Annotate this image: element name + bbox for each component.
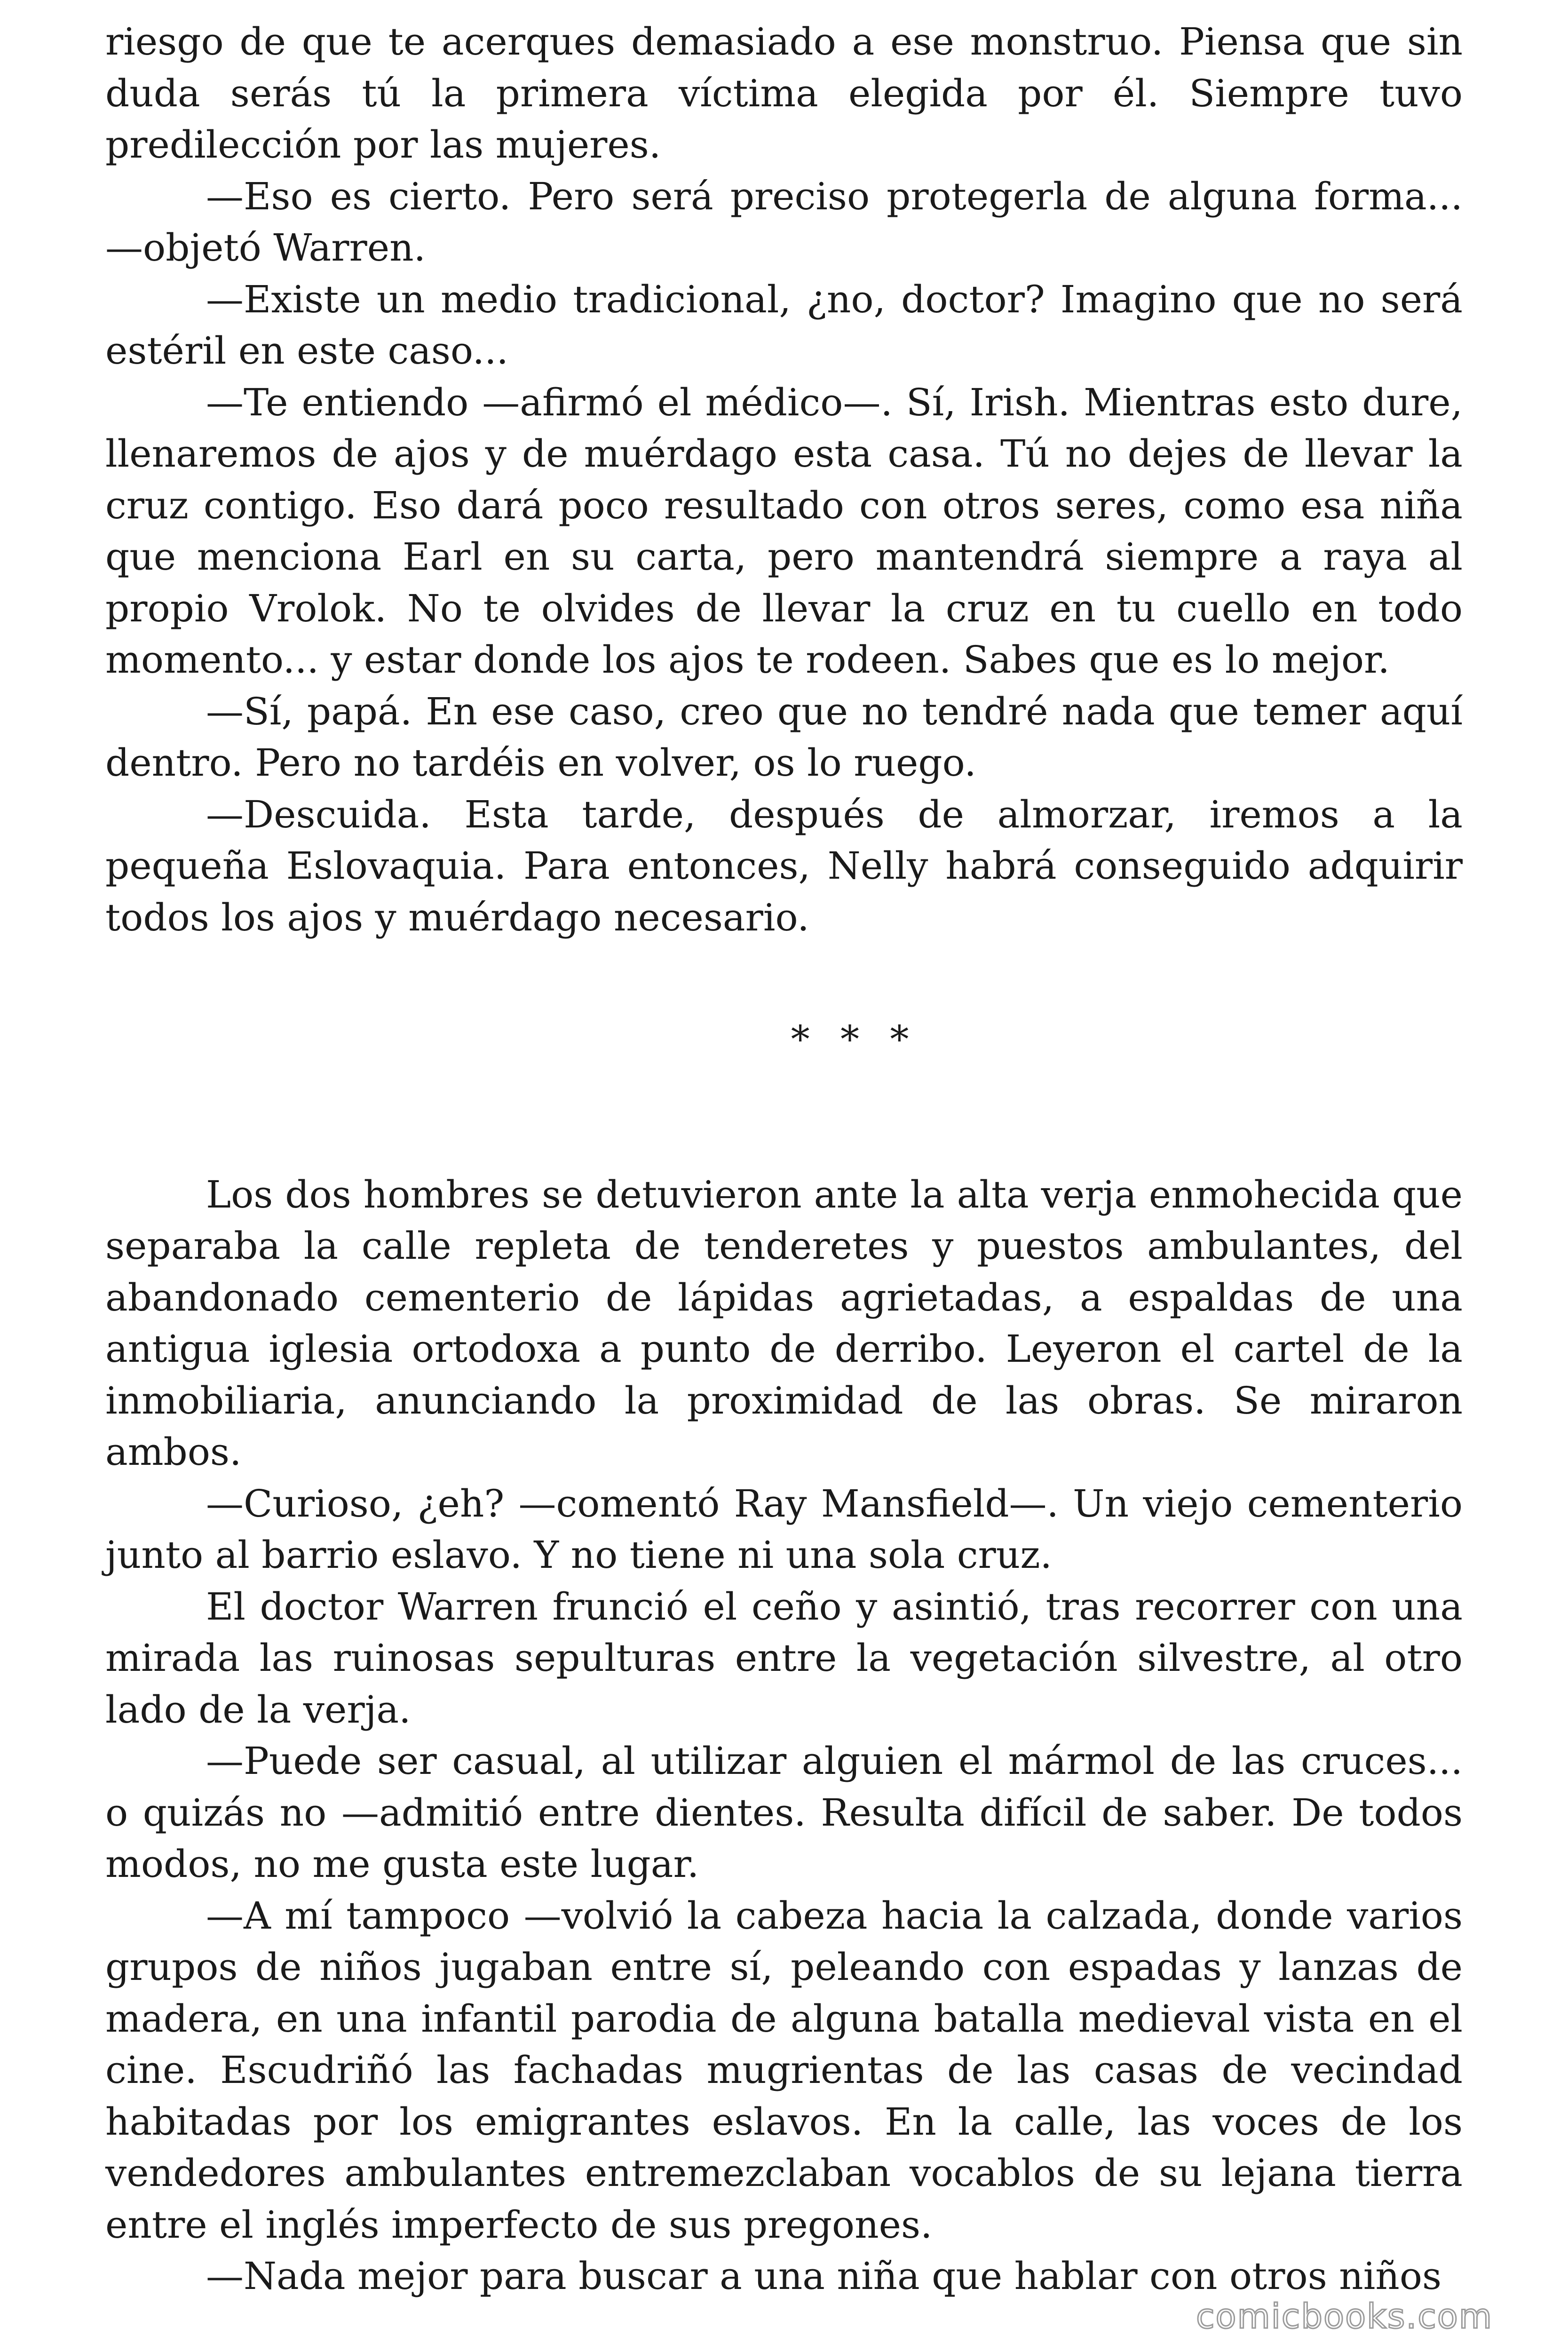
section-separator: * * * (791, 1017, 919, 1061)
watermark: comicbooks.com (1196, 2296, 1493, 2336)
paragraph-1: riesgo de que te acerques demasiado a ese monstruo. Piensa que sin duda serás tú la primera víctima elegida por él. Siempre tuvo predilección por las mujeres. (105, 20, 1463, 167)
paragraph-6: —Descuida. Esta tarde, después de almorzar, iremos a la pequeña Eslovaquia. Para entonces, Nelly habrá conseguido adquirir todos los ajos y muérdago necesario. (105, 792, 1463, 939)
paragraph-11: —A mí tampoco —volvió la cabeza hacia la calzada, donde varios grupos de niños jugaban entre sí, peleando con espadas y lanzas de madera, en una infantil parodia de alguna batalla medieval vista en el cine. Escudriñó las fachadas mugrientas de las casas de vecindad habitadas por los emigrantes eslavos. En la calle, las voces de los vendedores ambulantes entremezclaban vocablos de su lejana tierra entre el inglés imperfecto de sus pregones. (105, 1893, 1463, 2247)
paragraph-12: —Nada mejor para buscar a una niña que hablar con otros niños (206, 2254, 1442, 2298)
paragraph-7: Los dos hombres se detuvieron ante la alta verja enmohecida que separaba la calle repleta de tenderetes y puestos ambulantes, del abandonado cementerio de lápidas agrietadas, a espaldas de una antigua iglesia ortodoxa a punto de derribo. Leyeron el cartel de la inmobiliaria, anunciando la proximidad de las obras. Se miraron ambos. (105, 1172, 1463, 1474)
paragraph-3: —Existe un medio tradicional, ¿no, doctor? Imagino que no será estéril en este caso... (105, 277, 1463, 373)
paragraph-2: —Eso es cierto. Pero será preciso protegerla de alguna forma... —objetó Warren. (105, 174, 1463, 270)
paragraph-5: —Sí, papá. En ese caso, creo que no tendré nada que temer aquí dentro. Pero no tardéis en volver, os lo ruego. (105, 689, 1463, 785)
paragraph-4: —Te entiendo —afirmó el médico—. Sí, Irish. Mientras esto dure, llenaremos de ajos y de muérdago esta casa. Tú no dejes de llevar la cruz contigo. Eso dará poco resultado con otros seres, como esa niña que menciona Earl en su carta, pero mantendrá siempre a raya al propio Vrolok. No te olvides de llevar la cruz en tu cuello en todo momento... y estar donde los ajos te rodeen. Sabes que es lo mejor. (105, 380, 1463, 682)
paragraph-10: —Puede ser casual, al utilizar alguien el mármol de las cruces... o quizás no —admitió entre dientes. Resulta difícil de saber. De todos modos, no me gusta este lugar. (105, 1739, 1463, 1886)
book-page (105, 16, 1463, 2302)
paragraph-8: —Curioso, ¿eh? —comentó Ray Mansfield—. Un viejo cementerio junto al barrio eslavo. Y no tiene ni una sola cruz. (105, 1481, 1463, 1577)
paragraph-9: El doctor Warren frunció el ceño y asintió, tras recorrer con una mirada las ruinosas sepulturas entre la vegetación silvestre, al otro lado de la verja. (105, 1584, 1463, 1732)
